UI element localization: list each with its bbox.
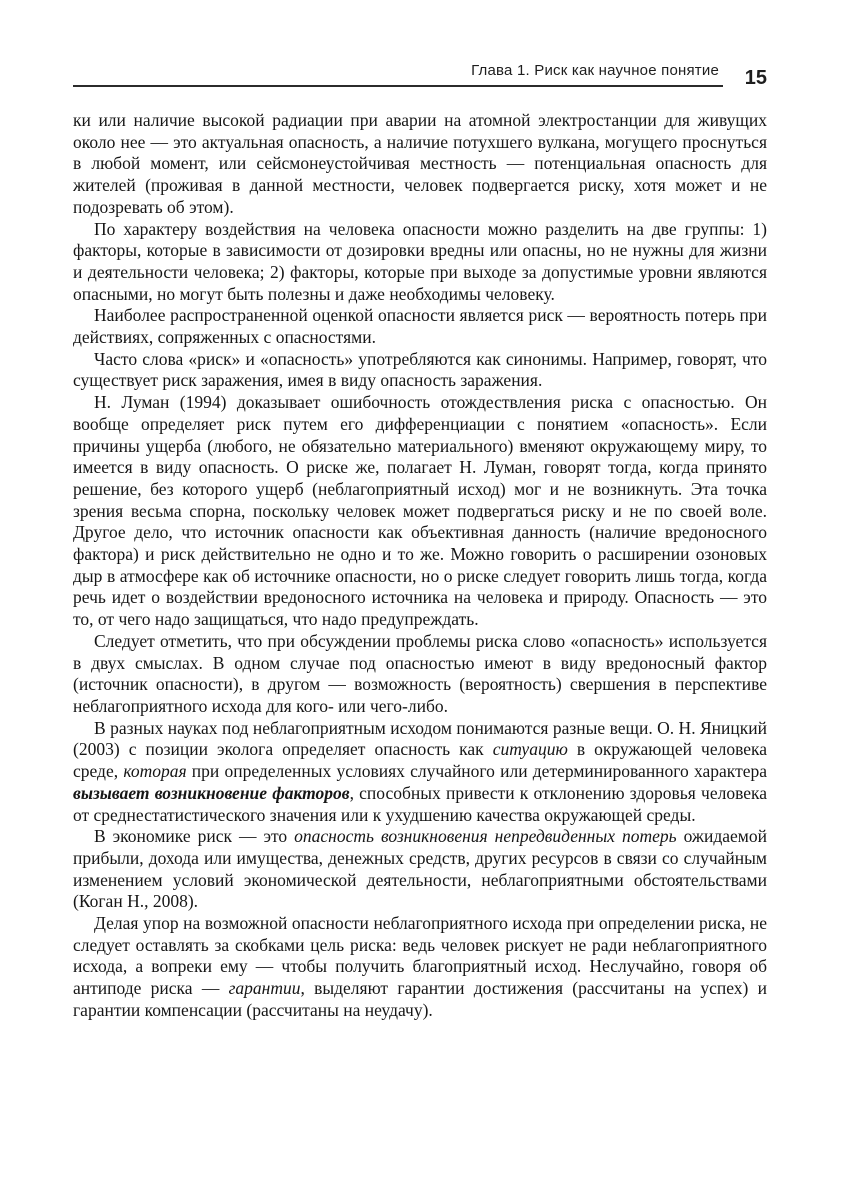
- paragraph: [73, 913, 767, 1022]
- paragraph: [73, 631, 767, 718]
- text-run: ожидаемой прибыли, дохода или имущества, денежных средств, других ресурсов в связи со случайным изменением условий экономической деятельности, неблагоприятными обстоятельствами (Коган Н., 2008).: [73, 826, 767, 912]
- text-run: ки или наличие высокой радиации при аварии на атомной электростанции для живущих около нее — это актуальная опасность, а наличие потухшего вулкана, могущего проснуться в любой момент, или сейсмонеустойчивая местность — потенциальная опасность для жителей (проживая в данной местности, человек подвергается риску, хотя может и не подозревать об этом).: [73, 110, 767, 217]
- text-run: По характеру воздействия на человека опасности можно разделить на две группы: 1) факторы, которые в зависимости от дозировки вредны или опасны, но не нужны для жизни и деятельности человека; 2) факторы, которые при выходе за допустимые уровни являются опасными, но могут быть полезны и даже необходимы человеку.: [73, 218, 767, 304]
- paragraph: [73, 219, 767, 306]
- running-head: [73, 62, 723, 87]
- text-run: Следует отметить, что при обсуждении проблемы риска слово «опасность» используется в двух смыслах. В одном случае под опасностью имеют в виду вредоносный фактор (источник опасности), в другом — возможность (вероятность) свершения в перспективе неблагоприятного исхода для кого- или чего-либо.: [73, 630, 767, 716]
- paragraph: [73, 718, 767, 827]
- text-run: опасность возникновения непредвиденных потерь: [294, 826, 677, 847]
- text-run: Н. Луман (1994) доказывает ошибочность отождествления риска с опасностью. Он вообще определяет риск путем его дифференциации с понятием «опасность». Если причины ущерба (любого, не обязательно материального) вменяют окружающему миру, то имеется в виду опасность. О риске же, полагает Н. Луман, говорят тогда, когда принято решение, без которого ущерб (неблагоприятный исход) мог и не возникнуть. Эта точка зрения весьма спорна, поскольку человек может подвергаться риску и не по своей воле. Другое дело, что источник опасности как объективная данность (наличие вредоносного фактора) и риск действительно не одно и то же. Можно говорить о расширении озоновых дыр в атмосфере как об источнике опасности, но о риске следует говорить лишь тогда, когда речь идет о воздействии вредоносного источника на человека и природу. Опасность — это то, от чего надо защищаться, что надо предупреждать.: [73, 392, 767, 630]
- page-content: [73, 62, 767, 1022]
- text-run: которая: [123, 761, 187, 782]
- text-run: в окружающей человека среде,: [73, 739, 768, 782]
- paragraph: [73, 392, 767, 631]
- page-body: [73, 110, 767, 1022]
- text-run: , способных привести к отклонению здоровья человека от среднестатистического значения или к ухудшению качества окружающей среды.: [73, 782, 767, 825]
- text-run: , выделяют гарантии достижения (рассчитаны на успех) и гарантии компенсации (рассчитаны на неудачу).: [73, 978, 767, 1020]
- text-run: при определенных условиях случайного или детерминированного характера: [186, 761, 767, 782]
- chapter-title: Глава 1. Риск как научное понятие: [471, 62, 719, 79]
- text-run: вызывает возникновение факторов: [73, 782, 350, 803]
- text-run: гарантии: [228, 978, 301, 999]
- text-run: Делая упор на возможной опасности неблагоприятного исхода при определении риска, не следует оставлять за скобками цель риска: ведь человек рискует не ради неблагоприятного исхода, а вопреки ему — чтобы получить благоприятный исход. Неслучайно, говоря об антиподе риска —: [73, 913, 767, 999]
- paragraph: [73, 305, 767, 348]
- text-run: В экономике риск — это: [94, 826, 295, 847]
- page-header: [73, 62, 767, 87]
- text-run: Часто слова «риск» и «опасность» употребляются как синонимы. Например, говорят, что существует риск заражения, имея в виду опасность заражения.: [73, 348, 767, 391]
- text-run: В разных науках под неблагоприятным исходом понимаются разные вещи. О. Н. Яницкий (2003) с позиции эколога определяет опасность как: [73, 717, 767, 760]
- text-run: ситуацию: [492, 739, 568, 760]
- text-run: Наиболее распространенной оценкой опасности является риск — вероятность потерь при действиях, сопряженных с опасностями.: [73, 305, 767, 348]
- paragraph: [73, 826, 767, 913]
- page-number: 15: [744, 67, 767, 89]
- paragraph: [73, 110, 767, 219]
- paragraph: [73, 349, 767, 392]
